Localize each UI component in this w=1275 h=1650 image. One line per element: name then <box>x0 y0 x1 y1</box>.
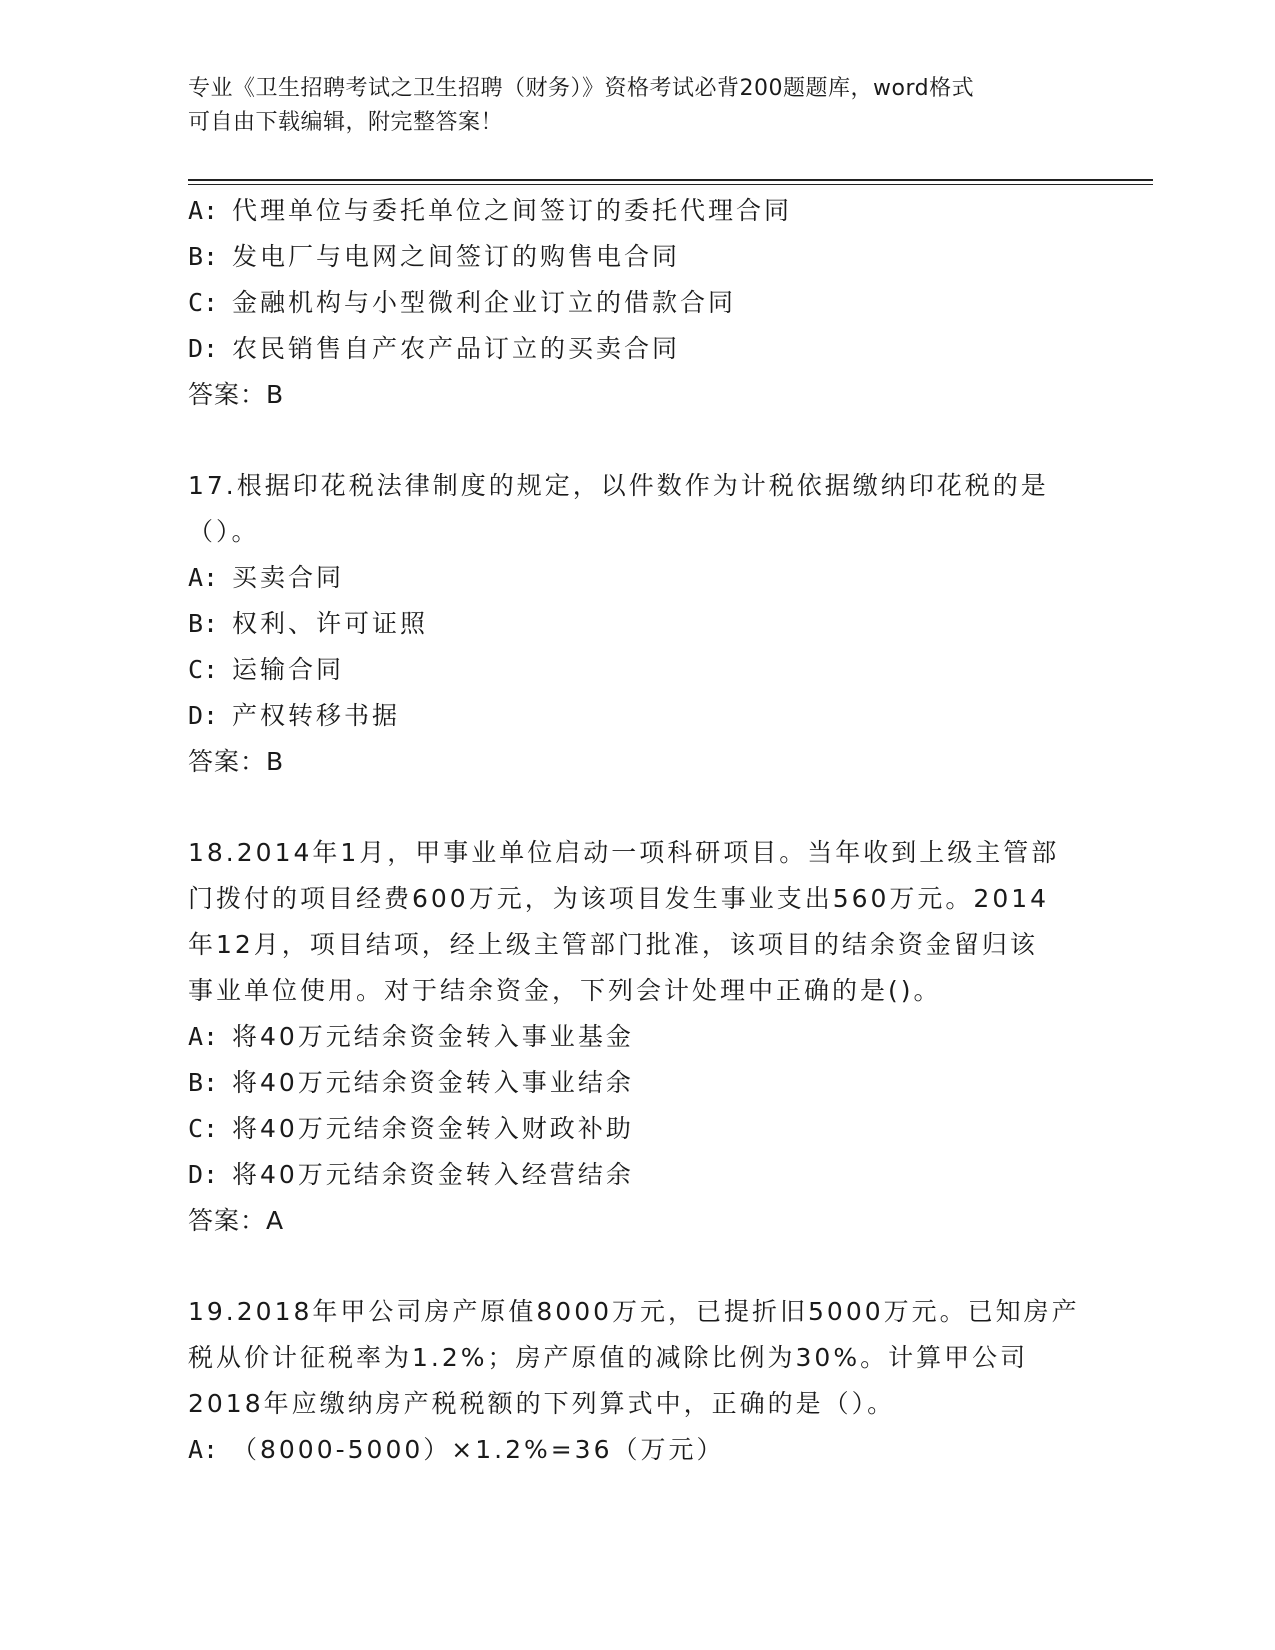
question-text-line: 年12月，项目结项，经上级主管部门批准，该项目的结余资金留归该 <box>188 930 1038 959</box>
option-c: C: 金融机构与小型微利企业订立的借款合同 <box>188 288 737 317</box>
question-text-line: 事业单位使用。对于结余资金，下列会计处理中正确的是()。 <box>188 976 942 1005</box>
option-b: B: 权利、许可证照 <box>188 609 429 638</box>
answer: 答案：A <box>188 1206 285 1235</box>
header-divider-thin <box>188 184 1153 185</box>
document-header <box>188 72 1068 140</box>
question-19 <box>188 1289 1088 1473</box>
option-a: A: 买卖合同 <box>188 563 345 592</box>
option-c: C: 将40万元结余资金转入财政补助 <box>188 1114 634 1143</box>
option-b: B: 发电厂与电网之间签订的购售电合同 <box>188 242 681 271</box>
question-16 <box>188 188 1088 418</box>
option-a: A: （8000-5000）×1.2%=36（万元） <box>188 1435 725 1464</box>
header-divider-thick <box>188 179 1153 181</box>
option-b: B: 将40万元结余资金转入事业结余 <box>188 1068 634 1097</box>
question-text-line: 税从价计征税率为1.2%；房产原值的减除比例为30%。计算甲公司 <box>188 1343 1029 1372</box>
question-text-line: 17.根据印花税法律制度的规定，以件数作为计税依据缴纳印花税的是 <box>188 471 1049 500</box>
option-d: D: 将40万元结余资金转入经营结余 <box>188 1160 634 1189</box>
answer: 答案：B <box>188 747 285 776</box>
question-text-line: 18.2014年1月，甲事业单位启动一项科研项目。当年收到上级主管部 <box>188 838 1060 867</box>
header-line-1: 专业《卫生招聘考试之卫生招聘（财务）》资格考试必背200题题库，word格式 <box>188 76 975 101</box>
header-line-2: 可自由下载编辑，附完整答案！ <box>188 110 504 135</box>
option-c: C: 运输合同 <box>188 655 345 684</box>
question-text-line: 门拨付的项目经费600万元，为该项目发生事业支出560万元。2014 <box>188 884 1050 913</box>
option-a: A: 将40万元结余资金转入事业基金 <box>188 1022 634 1051</box>
question-text-line: 19.2018年甲公司房产原值8000万元，已提折旧5000万元。已知房产 <box>188 1297 1080 1326</box>
option-d: D: 产权转移书据 <box>188 701 401 730</box>
question-text-line: 2018年应缴纳房产税税额的下列算式中，正确的是（）。 <box>188 1389 896 1418</box>
document-body <box>188 188 1088 1473</box>
option-d: D: 农民销售自产农产品订立的买卖合同 <box>188 334 681 363</box>
question-18 <box>188 830 1088 1244</box>
question-17 <box>188 463 1088 785</box>
question-text-line: （）。 <box>188 517 260 546</box>
option-a: A: 代理单位与委托单位之间签订的委托代理合同 <box>188 196 793 225</box>
answer: 答案：B <box>188 380 285 409</box>
